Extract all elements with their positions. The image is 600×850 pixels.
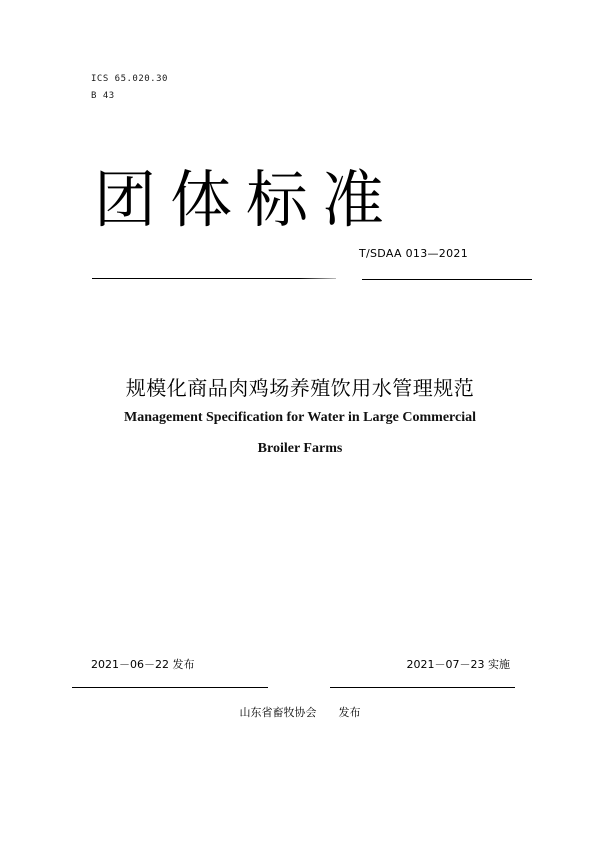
implementation-date: 2021－07－23 实施 [406,658,510,671]
standard-number: T/SDAA 013—2021 [358,247,468,260]
english-title-line-2: Broiler Farms [257,441,343,456]
publisher-line [0,704,600,720]
issue-date: 2021－06－22 发布 [91,658,195,671]
english-title-line-1: Management Specification for Water in Large Commercial [123,410,476,425]
bottom-divider-left [72,687,268,688]
bottom-divider-right [330,687,515,688]
publisher-action: 发布 [338,706,361,719]
publisher-name: 山东省畜牧协会 [239,706,317,719]
title-char-3: 标 [246,163,309,236]
top-divider-left [92,278,336,279]
title-char-2: 体 [170,163,233,236]
standard-type-title [94,160,494,240]
chinese-document-title: 规模化商品肉鸡场养殖饮用水管理规范 [125,376,475,400]
ics-code: ICS 65.020.30 [91,74,168,84]
title-char-4: 准 [322,163,385,236]
title-char-1: 团 [94,163,157,236]
top-divider-right [362,279,532,280]
ccs-code: B 43 [91,91,115,101]
